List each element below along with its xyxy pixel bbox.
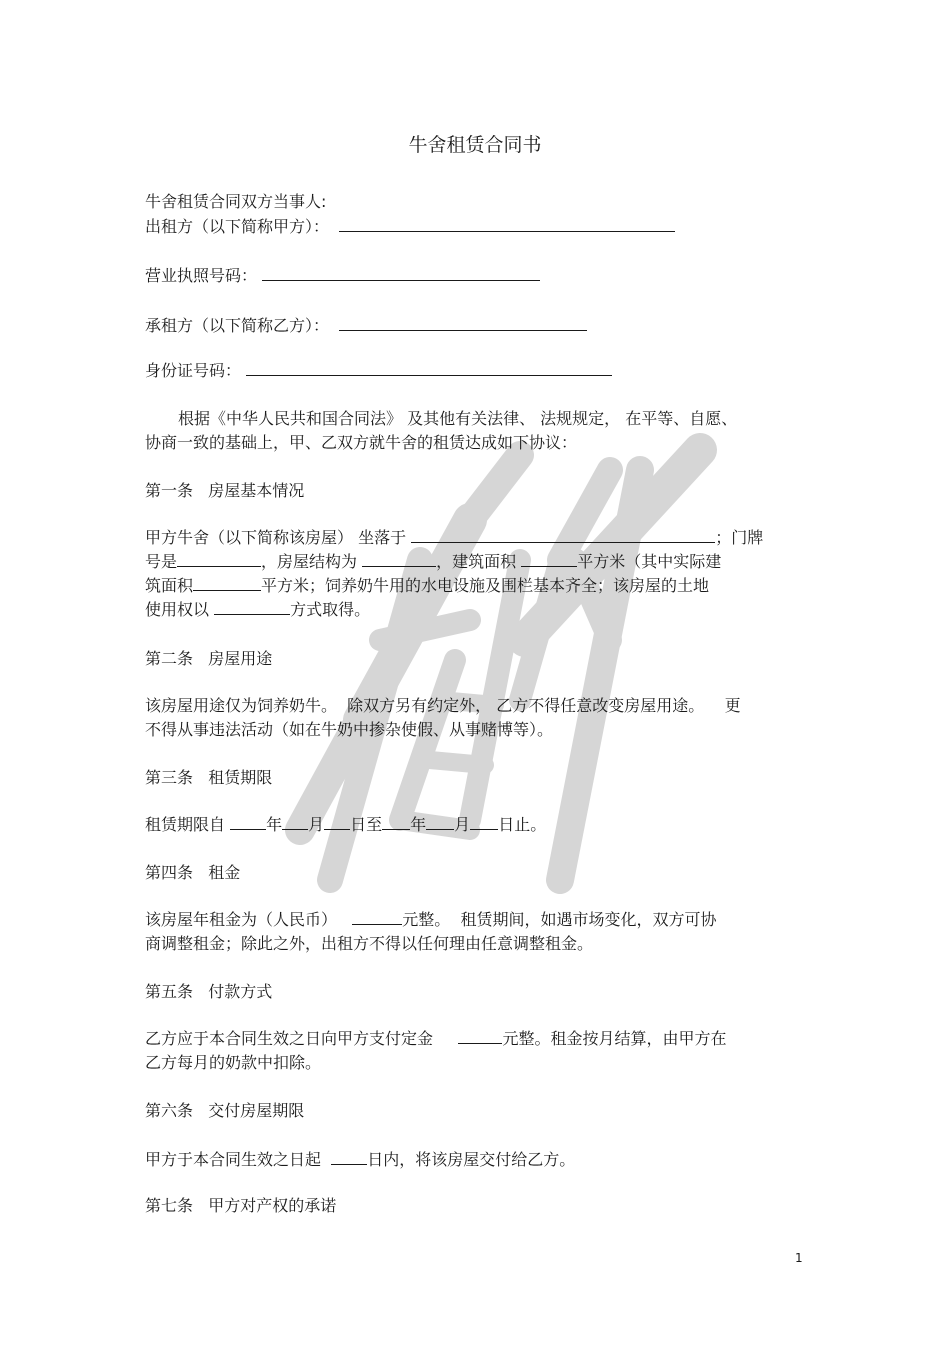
license-label: 营业执照号码：: [145, 266, 258, 285]
id-blank: [246, 359, 612, 376]
start-day-blank: [324, 813, 350, 830]
lessor-blank: [339, 215, 675, 232]
article1-text: 甲方牛舍（以下简称该房屋） 坐落于: [145, 528, 407, 547]
id-label: 身份证号码：: [145, 361, 242, 380]
annual-rent-blank: [352, 908, 402, 925]
article3-line-1: [145, 813, 546, 837]
lessor-label: 出租方（以下简称甲方）：: [145, 217, 330, 236]
article3-text: 日止。: [498, 815, 547, 834]
lessee-label: 承租方（以下简称乙方）：: [145, 316, 330, 335]
article2-line-2: 不得从事违法活动（如在牛奶中掺杂使假、从事赌博等）。: [145, 720, 554, 739]
article1-text: ，房屋结构为: [261, 552, 358, 571]
article1-text: 筑面积: [145, 576, 194, 595]
article1-line-4: [145, 598, 370, 622]
location-blank: [411, 526, 715, 543]
license-line: [145, 264, 540, 288]
article6-text: 甲方于本合同生效之日起: [145, 1150, 322, 1169]
article3-text: 年: [266, 815, 283, 834]
article1-text: 平方米；饲养奶牛用的水电设施及围栏基本齐全；该房屋的土地: [261, 576, 710, 595]
article1-line-3: [145, 574, 709, 598]
delivery-days-blank: [331, 1148, 367, 1165]
article1-text: 平方米（其中实际建: [577, 552, 722, 571]
end-month-blank: [426, 813, 454, 830]
end-year-blank: [382, 813, 410, 830]
land-right-blank: [214, 598, 290, 615]
article3-text: 月: [308, 815, 325, 834]
lessee-blank: [339, 314, 587, 331]
structure-blank: [362, 550, 436, 567]
article1-heading: 第一条 房屋基本情况: [145, 481, 305, 500]
preamble-line-1: 根据《中华人民共和国合同法》 及其他有关法律、 法规规定， 在平等、自愿、: [178, 409, 738, 428]
lessee-line: [145, 314, 587, 338]
license-blank: [262, 264, 540, 281]
article7-heading: 第七条 甲方对产权的承诺: [145, 1196, 337, 1215]
area-blank: [521, 550, 577, 567]
article1-text: 使用权以: [145, 600, 210, 619]
door-number-blank: [177, 550, 261, 567]
article3-text: 租赁期限自: [145, 815, 226, 834]
parties-heading: 牛舍租赁合同双方当事人:: [145, 192, 327, 211]
article4-heading: 第四条 租金: [145, 863, 241, 882]
article1-text: ；门牌: [715, 528, 764, 547]
start-month-blank: [282, 813, 308, 830]
article6-text: 日内，将该房屋交付给乙方。: [367, 1150, 576, 1169]
article3-text: 月: [454, 815, 471, 834]
article5-line-2: 乙方每月的奶款中扣除。: [145, 1053, 322, 1072]
article1-line-2: [145, 550, 721, 574]
page-number: 1: [795, 1251, 803, 1265]
article5-heading: 第五条 付款方式: [145, 982, 273, 1001]
end-day-blank: [470, 813, 498, 830]
lessor-line: [145, 215, 675, 239]
article3-text: 日至: [350, 815, 383, 834]
actual-area-blank: [193, 574, 261, 591]
article1-text: ，建筑面积: [436, 552, 517, 571]
article1-text: 号是: [145, 552, 178, 571]
article6-heading: 第六条 交付房屋期限: [145, 1101, 305, 1120]
article4-line-2: 商调整租金；除此之外，出租方不得以任何理由任意调整租金。: [145, 934, 594, 953]
article2-heading: 第二条 房屋用途: [145, 649, 273, 668]
article4-text: 元整。 租赁期间，如遇市场变化，双方可协: [402, 910, 717, 929]
deposit-blank: [458, 1027, 502, 1044]
preamble-line-2: 协商一致的基础上，甲、乙双方就牛舍的租赁达成如下协议：: [145, 433, 578, 452]
article4-text: 该房屋年租金为（人民币）: [145, 910, 338, 929]
article6-line-1: [145, 1148, 575, 1172]
article5-text: 乙方应于本合同生效之日向甲方支付定金: [145, 1029, 434, 1048]
id-line: [145, 359, 612, 383]
article5-line-1: [145, 1027, 726, 1051]
article1-line-1: [145, 526, 763, 550]
article5-text: 元整。租金按月结算，由甲方在: [502, 1029, 727, 1048]
article1-text: 方式取得。: [290, 600, 371, 619]
document-title: 牛舍租赁合同书: [408, 134, 542, 156]
article3-heading: 第三条 租赁期限: [145, 768, 273, 787]
article3-text: 年: [410, 815, 427, 834]
article2-line-1: 该房屋用途仅为饲养奶牛。 除双方另有约定外， 乙方不得任意改变房屋用途。 更: [145, 696, 741, 715]
start-year-blank: [230, 813, 266, 830]
article4-line-1: [145, 908, 716, 932]
